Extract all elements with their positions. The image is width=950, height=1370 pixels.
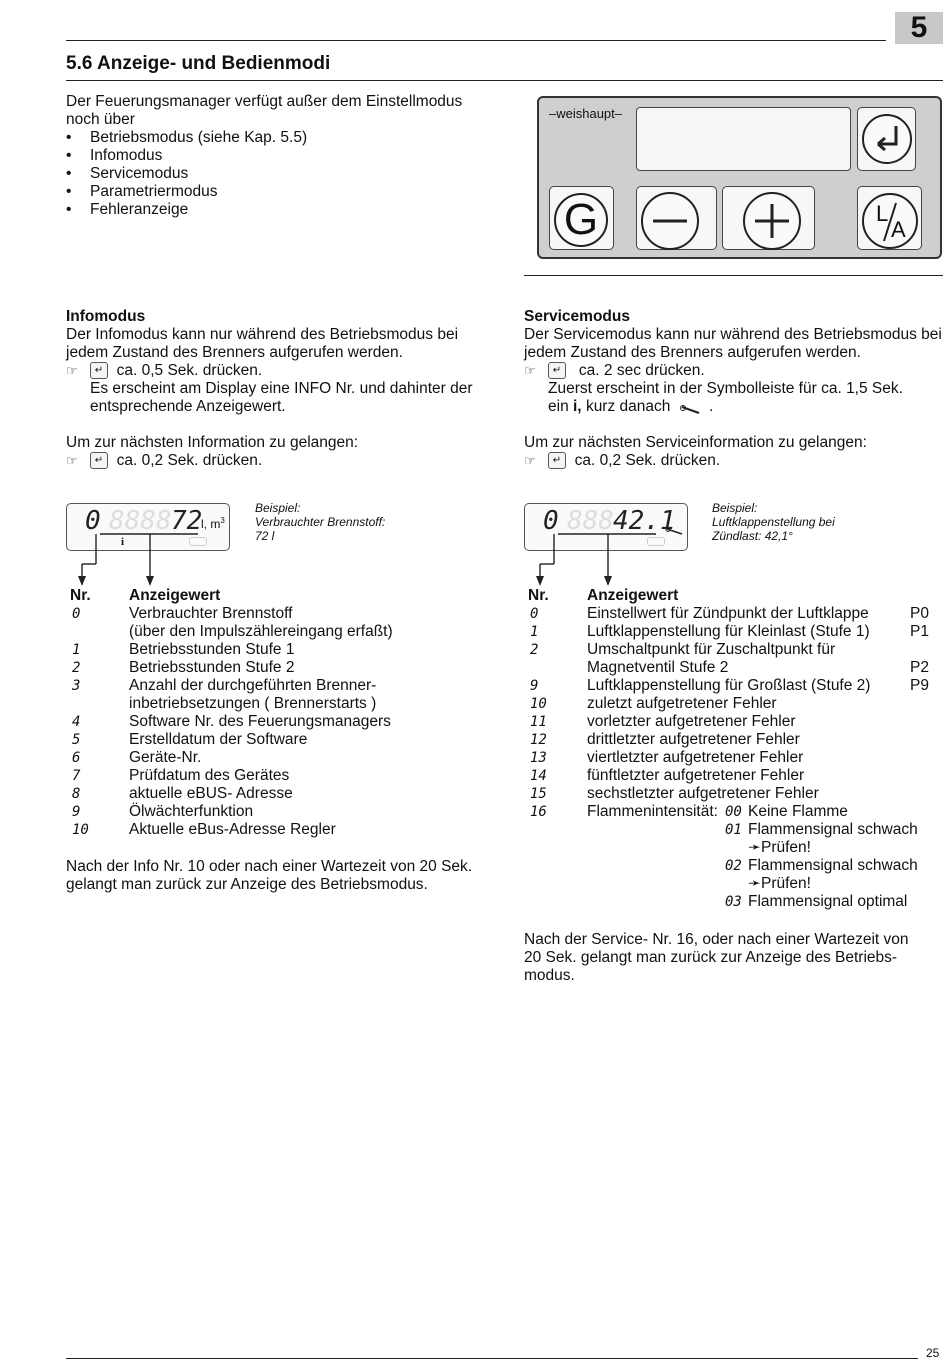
row-nr: 16 <box>530 804 547 820</box>
flame-code: 02 <box>725 858 742 874</box>
plus-icon <box>743 192 801 250</box>
info-step1 <box>66 362 496 380</box>
info-arrows <box>66 530 266 590</box>
info-step2-text: ca. 0,2 Sek. drücken. <box>116 452 263 469</box>
intro-bullet: • Parametriermodus <box>66 183 486 201</box>
table-row <box>524 731 944 749</box>
service-arrows <box>524 530 724 590</box>
col-nr: Nr. <box>70 587 91 604</box>
header-rule <box>66 40 886 41</box>
table-row <box>524 695 944 713</box>
col-nr: Nr. <box>528 587 549 604</box>
lcd-value: 72 <box>171 506 203 536</box>
col-val: Anzeigewert <box>587 587 679 604</box>
intro-bullet: • Fehleranzeige <box>66 201 486 219</box>
row-text: aktuelle eBUS- Adresse <box>129 785 293 802</box>
row-nr: 10 <box>72 822 89 838</box>
minus-button[interactable] <box>636 186 717 250</box>
info-section <box>66 308 496 470</box>
panel-display <box>636 107 851 171</box>
table-row <box>524 659 944 677</box>
la-button[interactable] <box>857 186 922 250</box>
service-heading: Servicemodus <box>524 308 630 325</box>
service-step1-text: ca. 2 sec drücken. <box>578 362 705 379</box>
la-icon <box>862 193 918 249</box>
service-step1 <box>524 362 944 380</box>
page-number: 25 <box>926 1346 940 1360</box>
row-text: Magnetventil Stufe 2 <box>587 659 729 676</box>
intro-text: Der Feuerungsmanager verfügt außer dem Einstellmodus noch über <box>66 93 463 128</box>
flame-row <box>524 803 944 821</box>
row-nr: 1 <box>72 642 81 658</box>
flame-row <box>524 821 944 839</box>
row-nr: 6 <box>72 750 81 766</box>
service-table <box>524 587 944 929</box>
flame-code: 01 <box>725 822 742 838</box>
table-row <box>66 731 506 749</box>
row-nr: 11 <box>530 714 547 730</box>
row-nr: 7 <box>72 768 81 784</box>
info-heading: Infomodus <box>66 308 146 325</box>
table-row <box>66 677 506 695</box>
row-text: Software Nr. des Feuerungsmanagers <box>129 713 391 730</box>
minus-icon <box>641 192 699 250</box>
wrench-icon <box>679 402 701 412</box>
title-rule <box>66 80 943 81</box>
info-step2 <box>66 452 496 470</box>
g-button[interactable] <box>549 186 614 250</box>
row-text: Luftklappenstellung für Großlast (Stufe 2) <box>587 677 871 694</box>
info-step1b: Es erscheint am Display eine INFO Nr. und dahinter der entsprechende Anzeigewert. <box>90 380 473 415</box>
row-nr: 4 <box>72 714 81 730</box>
table-row <box>66 713 506 731</box>
row-text: Anzahl der durchgeführten Brenner- <box>129 677 377 694</box>
row-text: zuletzt aufgetretener Fehler <box>587 695 777 712</box>
flame-text: ➛Prüfen! <box>748 839 811 856</box>
flame-text: Flammensignal schwach <box>748 857 918 874</box>
table-row <box>66 767 506 785</box>
row-text: Ölwächterfunktion <box>129 803 254 820</box>
hand-pointer-icon: ☞ <box>524 363 536 378</box>
row-text: viertletzter aufgetretener Fehler <box>587 749 804 766</box>
example-value: 72 l <box>255 529 275 543</box>
table-row <box>66 785 506 803</box>
lcd-dim-digits: 8888 <box>109 506 172 536</box>
example-label: Beispiel: <box>712 501 758 515</box>
flame-row <box>524 893 944 911</box>
enter-button[interactable] <box>857 107 916 171</box>
g-icon: G <box>554 193 608 247</box>
info-table <box>66 587 506 839</box>
intro-bullet: • Infomodus <box>66 147 486 165</box>
enter-key-icon: ↵ <box>548 362 566 379</box>
info-footer: Nach der Info Nr. 10 oder nach einer Wartezeit von 20 Sek. gelangt man zurück zur Anzeige des Betriebsmodus. <box>66 858 473 893</box>
lcd-nr: 0 <box>85 506 101 536</box>
row-param: P1 <box>910 623 929 640</box>
row-text: Flammenintensität: <box>587 803 718 820</box>
info-p1: Der Infomodus kann nur während des Betriebsmodus bei jedem Zustand des Brenners aufgerufen werden. <box>66 326 459 361</box>
lcd-dim-digits: 888 <box>567 506 614 536</box>
enter-key-icon: ↵ <box>90 362 108 379</box>
row-nr: 2 <box>530 642 539 658</box>
intro-bullet: • Servicemodus <box>66 165 486 183</box>
row-nr: 10 <box>530 696 547 712</box>
table-row <box>524 749 944 767</box>
service-step1b: Zuerst erscheint in der Symbolleiste für ca. 1,5 Sek. <box>548 380 903 397</box>
row-text: Luftklappenstellung für Kleinlast (Stufe 1) <box>587 623 870 640</box>
intro-bullet: • Betriebsmodus (siehe Kap. 5.5) <box>66 129 486 147</box>
hand-pointer-icon: ☞ <box>66 453 78 468</box>
row-text: Einstellwert für Zündpunkt der Luftklappe <box>587 605 869 622</box>
row-nr: 5 <box>72 732 81 748</box>
row-text: Prüfdatum des Gerätes <box>129 767 290 784</box>
row-param: P2 <box>910 659 929 676</box>
row-text: Aktuelle eBus-Adresse Regler <box>129 821 336 838</box>
la-l: L <box>876 201 889 226</box>
example-label: Beispiel: <box>255 501 301 515</box>
row-nr: 0 <box>72 606 81 622</box>
info-rows <box>66 605 506 839</box>
row-nr: 12 <box>530 732 547 748</box>
row-nr: 0 <box>530 606 539 622</box>
example-text: Luftklappenstellung bei <box>712 515 835 529</box>
info-p2: Um zur nächsten Information zu gelangen: <box>66 434 359 451</box>
info-step1-text: ca. 0,5 Sek. drücken. <box>116 362 263 379</box>
table-row <box>524 767 944 785</box>
row-nr: 13 <box>530 750 547 766</box>
control-panel <box>537 96 942 259</box>
enter-icon <box>862 114 912 164</box>
table-row <box>66 821 506 839</box>
flame-text: Flammensignal schwach <box>748 821 918 838</box>
example-value: Zündlast: 42,1° <box>712 529 793 543</box>
flame-row <box>524 857 944 875</box>
row-text: vorletzter aufgetretener Fehler <box>587 713 796 730</box>
table-row <box>66 659 506 677</box>
lcd-unit: l, $m^3$ <box>201 516 225 531</box>
row-nr: 2 <box>72 660 81 676</box>
service-footer: Nach der Service- Nr. 16, oder nach einer Wartezeit von 20 Sek. gelangt man zurück zur Anzeige des Betriebs-modus. <box>524 931 909 984</box>
table-row <box>66 749 506 767</box>
service-step2-text: ca. 0,2 Sek. drücken. <box>574 452 721 469</box>
row-text: Betriebsstunden Stufe 1 <box>129 641 295 658</box>
row-text: Erstelldatum der Software <box>129 731 308 748</box>
row-text: Geräte-Nr. <box>129 749 202 766</box>
flame-rows <box>524 803 944 911</box>
row-text: Verbrauchter Brennstoff <box>129 605 293 622</box>
table-row <box>524 677 944 695</box>
table-row <box>66 803 506 821</box>
table-row <box>524 785 944 803</box>
section-title: 5.6 Anzeige- und Bedienmodi <box>66 53 331 74</box>
table-row <box>66 605 506 623</box>
flame-text: Keine Flamme <box>748 803 848 820</box>
service-example <box>712 501 912 543</box>
row-nr: 9 <box>530 678 539 694</box>
row-text: Betriebsstunden Stufe 2 <box>129 659 295 676</box>
table-row <box>66 623 506 641</box>
row-text: (über den Impulszählereingang erfaßt) <box>129 623 393 640</box>
row-text: inbetriebsetzungen ( Brennerstarts ) <box>129 695 377 712</box>
intro <box>66 93 486 219</box>
row-param: P9 <box>910 677 929 694</box>
service-p2: Um zur nächsten Serviceinformation zu gelangen: <box>524 434 867 451</box>
service-rows <box>524 605 944 821</box>
flame-text: ➛Prüfen! <box>748 875 811 892</box>
service-section <box>524 308 944 470</box>
row-nr: 9 <box>72 804 81 820</box>
flame-row <box>524 875 944 893</box>
row-nr: 14 <box>530 768 547 784</box>
table-row <box>66 641 506 659</box>
table-row <box>66 695 506 713</box>
footer-rule <box>66 1358 918 1359</box>
service-step1c: ein i, kurz danach . <box>548 398 714 415</box>
info-i-icon: i, <box>573 398 582 415</box>
table-row <box>524 641 944 659</box>
info-example <box>255 501 425 543</box>
enter-key-icon: ↵ <box>90 452 108 469</box>
flame-text: Flammensignal optimal <box>748 893 908 910</box>
row-text: drittletzter aufgetretener Fehler <box>587 731 800 748</box>
table-row <box>524 623 944 641</box>
lcd-nr: 0 <box>543 506 559 536</box>
plus-button[interactable] <box>722 186 815 250</box>
row-param: P0 <box>910 605 929 622</box>
brand-logo: –weishaupt– <box>549 106 622 121</box>
table-row <box>524 605 944 623</box>
row-nr: 1 <box>530 624 539 640</box>
flame-code: 03 <box>725 894 742 910</box>
hand-pointer-icon: ☞ <box>66 363 78 378</box>
panel-rule <box>524 275 943 276</box>
example-text: Verbrauchter Brennstoff: <box>255 515 386 529</box>
table-row <box>524 713 944 731</box>
row-text: Umschaltpunkt für Zuschaltpunkt für <box>587 641 836 658</box>
row-text: sechstletzter aufgetretener Fehler <box>587 785 819 802</box>
flame-row <box>524 839 944 857</box>
hand-pointer-icon: ☞ <box>524 453 536 468</box>
lcd-value: 42.1 <box>613 506 676 536</box>
row-nr: 3 <box>72 678 81 694</box>
enter-key-icon: ↵ <box>548 452 566 469</box>
row-nr: 8 <box>72 786 81 802</box>
chapter-number: 5 <box>895 12 943 44</box>
col-val: Anzeigewert <box>129 587 221 604</box>
flame-code: 00 <box>725 804 742 820</box>
row-nr: 15 <box>530 786 547 802</box>
row-text: fünftletzter aufgetretener Fehler <box>587 767 805 784</box>
service-p1: Der Servicemodus kann nur während des Betriebsmodus bei jedem Zustand des Brenners aufgerufen werden. <box>524 326 942 361</box>
service-step2 <box>524 452 944 470</box>
la-a: A <box>891 217 906 242</box>
info-i-icon: i <box>121 536 125 548</box>
